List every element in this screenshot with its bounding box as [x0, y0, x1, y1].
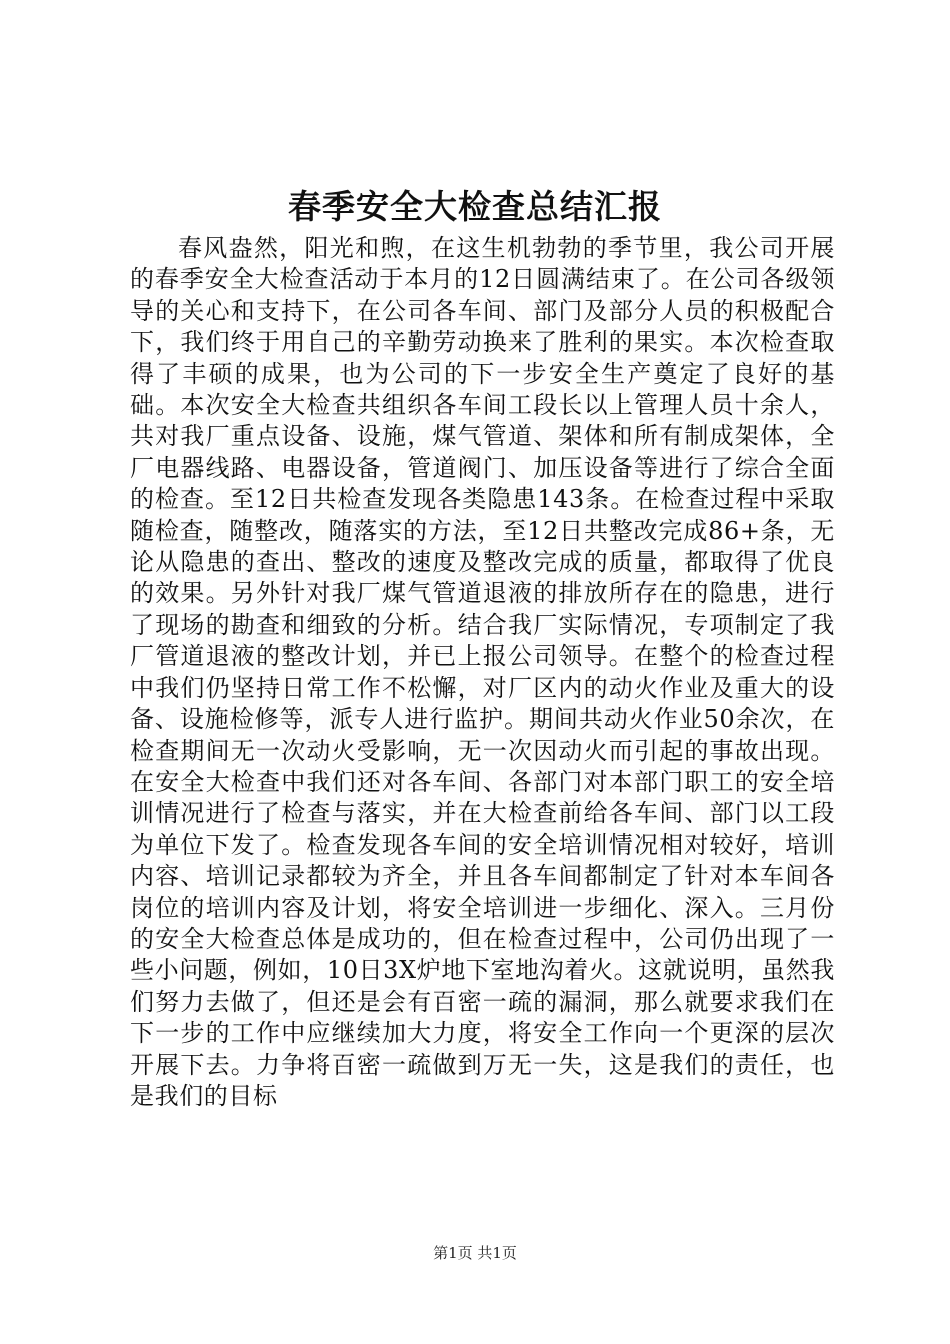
page-footer — [0, 1242, 950, 1264]
page-total: 共1页 — [477, 1244, 517, 1262]
document-title: 春季安全大检查总结汇报 — [288, 187, 662, 226]
page-number: 第1页 — [433, 1244, 473, 1262]
body-paragraph: 春风盎然，阳光和煦，在这生机勃勃的季节里，我公司开展的春季安全大检查活动于本月的12日圆满结束了。在公司各级领导的关心和支持下，在公司各车间、部门及部分人员的积极配合下，我们终于用自己的辛勤劳动换来了胜利的果实。本次检查取得了丰硕的成果，也为公司的下一步安全生产奠定了良好的基础。本次安全大检查共组织各车间工段长以上管理人员十余人，共对我厂重点设备、设施，煤气管道、架体和所有制成架体，全厂电器线路、电器设备，管道阀门、加压设备等进行了综合全面的检查。至12日共检查发现各类隐患143条。在检查过程中采取随检查，随整改，随落实的方法，至12日共整改完成86+条，无论从隐患的查出、整改的速度及整改完成的质量，都取得了优良的效果。另外针对我厂煤气管道退液的排放所存在的隐患，进行了现场的勘查和细致的分析。结合我厂实际情况，专项制定了我厂管道退液的整改计划，并已上报公司领导。在整个的检查过程中我们仍坚持日常工作不松懈，对厂区内的动火作业及重大的设备、设施检修等，派专人进行监护。期间共动火作业50余次，在检查期间无一次动火受影响，无一次因动火而引起的事故出现。在安全大检查中我们还对各车间、各部门对本部门职工的安全培训情况进行了检查与落实，并在大检查前给各车间、部门以工段为单位下发了。检查发现各车间的安全培训情况相对较好，培训内容、培训记录都较为齐全，并且各车间都制定了针对本车间各岗位的培训内容及计划，将安全培训进一步细化、深入。三月份的安全大检查总体是成功的，但在检查过程中，公司仍出现了一些小问题，例如，10日3X炉地下室地沟着火。这就说明，虽然我们努力去做了，但还是会有百密一疏的漏洞，那么就要求我们在下一步的工作中应继续加大力度，将安全工作向一个更深的层次开展下去。力争将百密一疏做到万无一失，这是我们的责任，也是我们的目标 — [130, 234, 835, 1110]
